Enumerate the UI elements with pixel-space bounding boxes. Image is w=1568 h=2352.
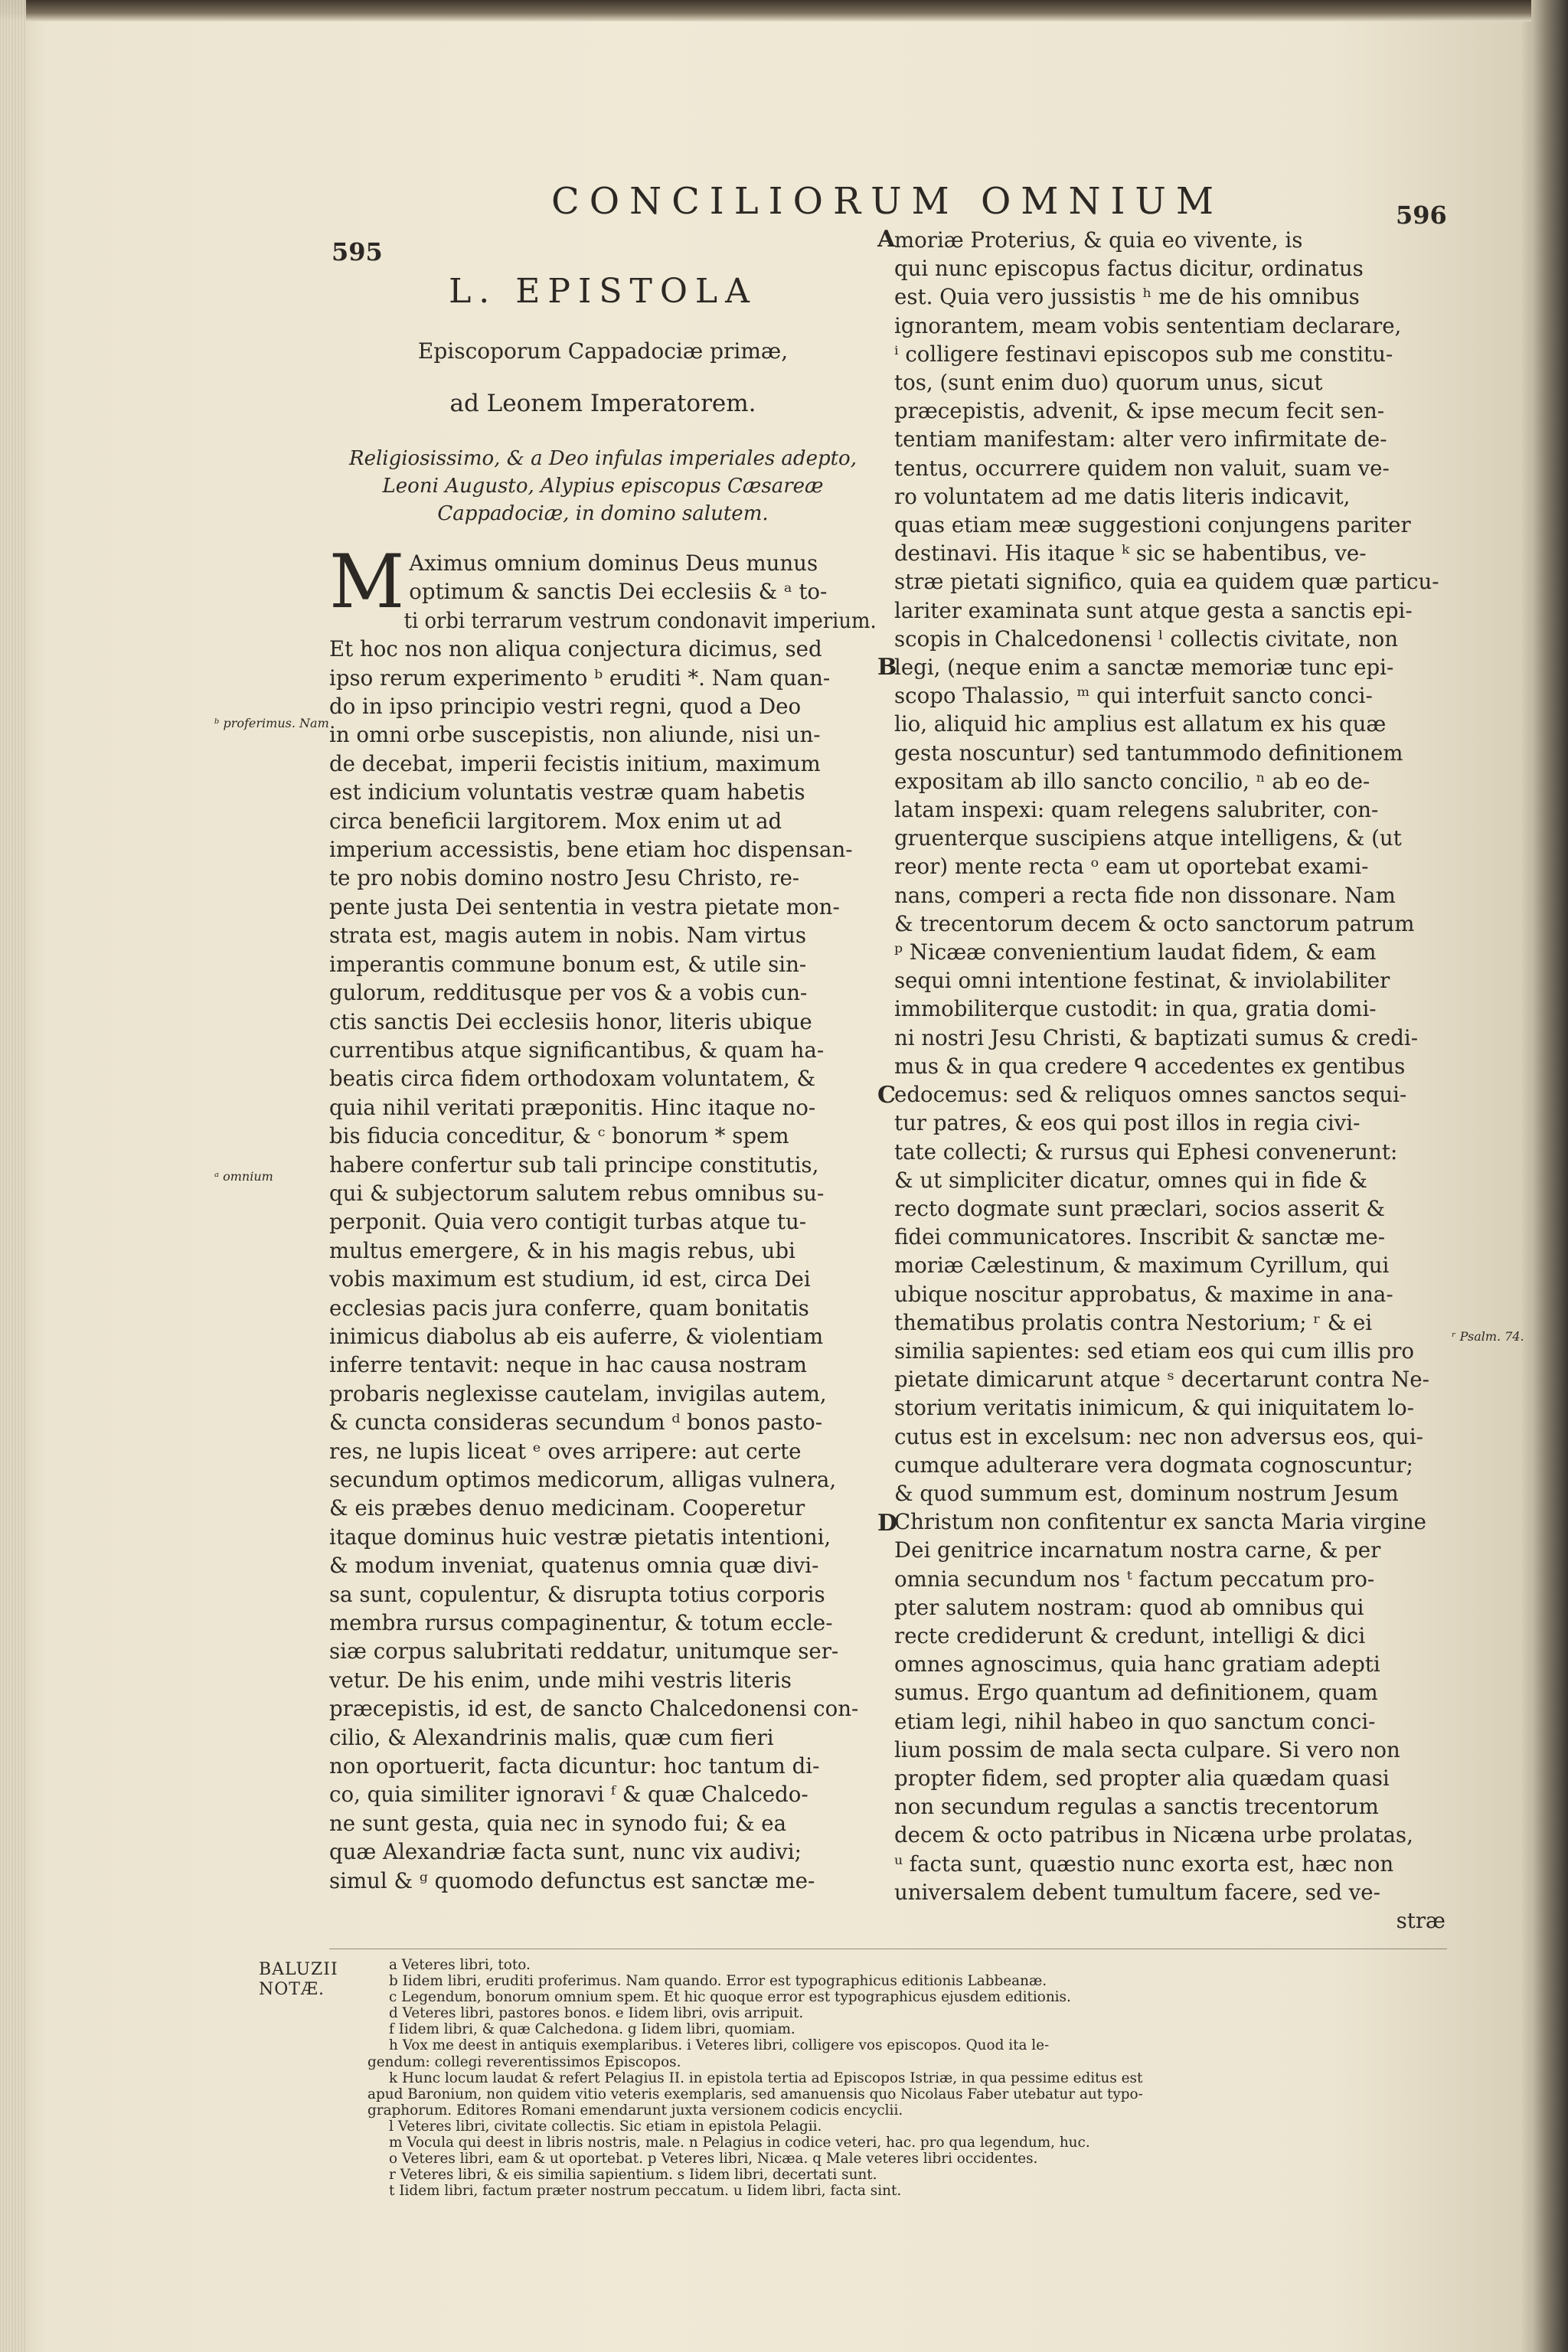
left-column-line: ipso rerum experimento ᵇ eruditi *. Nam quan- <box>329 665 831 691</box>
right-column-line: legi, (neque enim a sanctæ memoriæ tunc epi- <box>894 655 1394 681</box>
left-column-line: te pro nobis domino nostro Jesu Christo, re- <box>329 865 800 891</box>
right-column-line: moriæ Proterius, & quia eo vivente, is <box>894 227 1303 253</box>
left-column-line: sa sunt, copulentur, & disrupta totius corporis <box>329 1581 825 1607</box>
right-column-line: stræ pietati significo, quia ea quidem quæ particu- <box>894 569 1439 595</box>
right-column-line: pietate dimicarunt atque ˢ decertarunt contra Ne- <box>894 1367 1429 1393</box>
left-column-line: ti orbi terrarum vestrum condonavit imperium. <box>403 607 877 633</box>
notes-label-line-2: NOTÆ. <box>259 1980 325 1999</box>
note-line: r Veteres libri, & eis similia sapientium. s Iidem libri, decertati sunt. <box>389 2167 877 2184</box>
right-column-line: lium possim de mala secta culpare. Si vero non <box>894 1736 1400 1762</box>
baluzii-notes <box>368 1957 1462 2199</box>
left-column-line: quia nihil veritati præponitis. Hinc itaque no- <box>329 1094 816 1120</box>
right-column-line: lariter examinata sunt atque gesta a sanctis epi- <box>894 597 1413 623</box>
left-column-line: beatis circa fidem orthodoxam voluntatem, & <box>329 1066 816 1092</box>
left-column-line: strata est, magis autem in nobis. Nam virtus <box>329 923 807 949</box>
left-column-line: circa beneficii largitorem. Mox enim ut ad <box>329 808 782 834</box>
notes-label <box>259 1960 338 2000</box>
page-number-right: 596 <box>1396 201 1447 230</box>
epistle-heading <box>329 272 877 528</box>
epistle-addressee: ad Leonem Imperatorem. <box>449 390 756 417</box>
drop-cap-initial: M <box>329 539 405 625</box>
right-column-line: moriæ Cælestinum, & maximum Cyrillum, qui <box>894 1253 1390 1279</box>
page-number-left: 595 <box>332 237 383 266</box>
left-column-line: & cuncta consideras secundum ᵈ bonos pasto- <box>329 1410 823 1436</box>
left-column-line: inferre tentavit: neque in hac causa nostram <box>329 1352 807 1378</box>
left-column-line: imperantis commune bonum est, & utile sin- <box>329 951 807 977</box>
left-column-line: optimum & sanctis Dei ecclesiis & ᵃ to- <box>409 579 828 605</box>
right-column-line: ni nostri Jesu Christi, & baptizati sumus & credi- <box>894 1024 1419 1050</box>
right-column-line: lio, aliquid hic amplius est allatum ex his quæ <box>894 711 1387 737</box>
left-column-line: ecclesias pacis jura conferre, quam bonitatis <box>329 1295 809 1321</box>
right-column-line: sumus. Ergo quantum ad definitionem, quam <box>894 1680 1378 1706</box>
left-column-line: & modum inveniat, quatenus omnia quæ divi- <box>329 1553 819 1579</box>
left-column-line: bis fiducia conceditur, & ᶜ bonorum * spem <box>329 1123 789 1149</box>
right-column-line: tentiam manifestam: alter vero infirmitate de- <box>894 426 1387 452</box>
right-column-line: sequi omni intentione festinat, & inviolabiliter <box>894 968 1390 994</box>
note-line: t Iidem libri, factum præter nostrum peccatum. u Iidem libri, facta sint. <box>389 2183 902 2200</box>
notes-label-line-1: BALUZII <box>259 1960 338 1979</box>
left-column-line: habere confertur sub tali principe constitutis, <box>329 1152 819 1178</box>
epistle-subtitle: Episcoporum Cappadociæ primæ, <box>417 338 789 364</box>
right-column-line: universalem debent tumultum facere, sed ve- <box>894 1879 1380 1905</box>
right-column-line: cutus est in excelsum: nec non adversus eos, qui- <box>894 1423 1423 1449</box>
right-column-line: fidei communicatores. Inscribit & sanctæ me- <box>894 1224 1386 1250</box>
note-line: h Vox me deest in antiquis exemplaribus. i Veteres libri, colligere vos episcopos. Quod ita le- <box>389 2037 1050 2054</box>
note-line: a Veteres libri, toto. <box>389 1957 531 1973</box>
right-column-line: mus & in qua credere ᑫ accedentes ex gentibus <box>894 1053 1406 1079</box>
left-column-line: co, quia similiter ignoravi ᶠ & quæ Chalcedo- <box>329 1782 808 1808</box>
note-line: k Hunc locum laudat & refert Pelagius II. in epistola tertia ad Episcopos Istriæ, in qua pessime editus est <box>389 2069 1143 2086</box>
right-column-line: tentus, occurrere quidem non valuit, suam ve- <box>894 455 1390 481</box>
right-column-line: qui nunc episcopus factus dicitur, ordinatus <box>894 256 1364 282</box>
left-column-line: secundum optimos medicorum, alligas vulnera, <box>329 1467 837 1492</box>
left-column-line: quæ Alexandriæ facta sunt, nunc vix audivi; <box>329 1839 802 1865</box>
right-column-line: reor) mente recta ᵒ eam ut oportebat exami- <box>894 854 1369 880</box>
right-column-line: ro voluntatem ad me datis literis indicavit, <box>894 483 1351 509</box>
left-column-line: perponit. Quia vero contigit turbas atque tu- <box>329 1209 807 1235</box>
right-column-line: thematibus prolatis contra Nestorium; ʳ & ei <box>894 1309 1373 1335</box>
left-column-line: & eis præbes denuo medicinam. Cooperetur <box>329 1495 805 1521</box>
right-column-line: nans, comperi a recta fide non dissonare. Nam <box>894 882 1396 908</box>
right-column-line: recto dogmate sunt præclari, socios asserit & <box>894 1195 1385 1221</box>
left-column-line: Et hoc nos non aliqua conjectura dicimus, sed <box>329 636 822 662</box>
right-column-line: cumque adulterare vera dogmata cognoscuntur; <box>894 1452 1413 1478</box>
margin-letter-c: C <box>877 1082 896 1109</box>
right-column-line: gesta noscuntur) sed tantummodo definitionem <box>894 740 1403 766</box>
note-line: b Iidem libri, eruditi proferimus. Nam quando. Error est typographicus editionis Labbeanæ. <box>389 1973 1047 1990</box>
right-column-line: non secundum regulas a sanctis trecentorum <box>894 1794 1379 1820</box>
right-column-line: tos, (sunt enim duo) quorum unus, sicut <box>894 370 1323 396</box>
book-spine-shadow <box>1531 0 1568 2352</box>
right-column-line: quas etiam meæ suggestioni conjungens pariter <box>894 512 1411 538</box>
left-column-line: do in ipso principio vestri regni, quod a Deo <box>329 694 802 720</box>
note-line: c Legendum, bonorum omnium spem. Et hic quoque error est typographicus ejusdem editionis. <box>389 1989 1071 2006</box>
left-column-line: est indicium voluntatis vestræ quam habetis <box>329 779 805 805</box>
right-column-line: decem & octo patribus in Nicæna urbe prolatas, <box>894 1822 1413 1848</box>
left-column-line: simul & ᵍ quomodo defunctus est sanctæ me- <box>329 1867 815 1893</box>
right-column <box>894 226 1446 1935</box>
right-column-line: ᵖ Nicææ convenientium laudat fidem, & eam <box>894 939 1377 965</box>
left-column-line: præcepistis, id est, de sancto Chalcedonensi con- <box>329 1696 859 1722</box>
left-column-line: siæ corpus salubritati reddatur, unitumque ser- <box>329 1638 839 1664</box>
right-column-line: & trecentorum decem & octo sanctorum patrum <box>894 910 1415 936</box>
note-line: m Vocula qui deest in libris nostris, male. n Pelagius in codice veteri, hac. pro qua legendum, huc. <box>389 2135 1090 2151</box>
right-column-line: edocemus: sed & reliquos omnes sanctos sequi- <box>894 1082 1407 1108</box>
page-stack-left-edge <box>0 0 26 2352</box>
left-column-line: de decebat, imperii fecistis initium, maximum <box>329 750 821 776</box>
right-column-line: pter salutem nostram: quod ab omnibus qui <box>894 1594 1364 1620</box>
right-column-line: est. Quia vero jussistis ʰ me de his omnibus <box>894 284 1360 310</box>
note-line: l Veteres libri, civitate collectis. Sic etiam in epistola Pelagii. <box>389 2118 822 2135</box>
right-column-line: expositam ab illo sancto concilio, ⁿ ab eo de- <box>894 768 1370 794</box>
left-column-line: currentibus atque significantibus, & quam ha- <box>329 1037 825 1063</box>
right-column-line: destinavi. His itaque ᵏ sic se habentibus, ve- <box>894 541 1367 567</box>
right-column-line: scopis in Chalcedonensi ˡ collectis civitate, non <box>894 626 1399 652</box>
right-column-line: latam inspexi: quam relegens salubriter, con- <box>894 797 1379 823</box>
margin-note-omnium: ᵃ omnium <box>214 1169 273 1184</box>
left-column-line: inimicus diabolus ab eis auferre, & violentiam <box>329 1323 824 1349</box>
right-column-line: immobiliterque custodit: in qua, gratia domi- <box>894 996 1377 1022</box>
right-column-line: omnes agnoscimus, quia hanc gratiam adepti <box>894 1651 1380 1677</box>
note-line: d Veteres libri, pastores bonos. e Iidem libri, ovis arripuit. <box>389 2005 804 2022</box>
right-column-line: præcepistis, advenit, & ipse mecum fecit sen- <box>894 398 1385 424</box>
left-column-text <box>329 539 877 1895</box>
left-column-line: gulorum, redditusque per vos & a vobis cun- <box>329 980 808 1006</box>
margin-note-proferimus: ᵇ proferimus. Nam <box>214 716 329 730</box>
left-column-line: cilio, & Alexandrinis malis, quæ cum fieri <box>329 1724 774 1750</box>
right-column-line: stræ <box>1396 1907 1446 1933</box>
left-column-line: probaris neglexisse cautelam, invigilas autem, <box>329 1380 827 1406</box>
left-column-line: membra rursus compaginentur, & totum eccle- <box>329 1610 833 1636</box>
right-column-text <box>894 226 1446 1935</box>
margin-letter-a: A <box>877 226 896 253</box>
left-column-line: res, ne lupis liceat ᵉ oves arripere: aut certe <box>329 1438 802 1464</box>
right-column-line: gruenterque suscipiens atque intelligens, & (ut <box>894 825 1402 851</box>
left-column-line: Aximus omnium dominus Deus munus <box>409 550 818 576</box>
left-column-line: multus emergere, & in his magis rebus, ubi <box>329 1237 795 1263</box>
right-column-line: ignorantem, meam vobis sententiam declarare, <box>894 312 1402 338</box>
right-column-line: Christum non confitentur ex sancta Maria virgine <box>894 1509 1426 1535</box>
margin-letter-b: B <box>877 654 897 681</box>
right-column-line: tate collecti; & rursus qui Ephesi convenerunt: <box>894 1138 1398 1165</box>
page-top-shadow <box>0 0 1568 21</box>
note-line: apud Baronium, non quidem vitio veteris exemplaris, sed amanuensis quo Nicolaus Faber utebatur aut typo- <box>368 2086 1143 2102</box>
note-line: f Iidem libri, & quæ Calchedona. g Iidem libri, quomiam. <box>389 2021 795 2038</box>
running-header: CONCILIORUM OMNIUM <box>551 180 1224 223</box>
right-column-line: scopo Thalassio, ᵐ qui interfuit sancto conci- <box>894 683 1373 709</box>
left-column <box>329 272 877 1895</box>
right-column-line: tur patres, & eos qui post illos in regia civi- <box>894 1110 1361 1136</box>
right-column-line: storium veritatis inimicum, & qui iniquitatem lo- <box>894 1395 1414 1421</box>
right-column-line: similia sapientes: sed etiam eos qui cum illis pro <box>894 1338 1415 1364</box>
right-column-line: recte crediderunt & credunt, intelligi & dici <box>894 1622 1366 1648</box>
note-line: graphorum. Editores Romani emendarunt juxta versionem codicis encyclii. <box>368 2102 903 2118</box>
margin-note-psalm: ʳ Psalm. 74. <box>1452 1329 1524 1344</box>
right-column-line: omnia secundum nos ᵗ factum peccatum pro- <box>894 1566 1375 1592</box>
right-column-line: & ut simpliciter dicatur, omnes qui in fide & <box>894 1167 1367 1193</box>
left-column-line: ne sunt gesta, quia nec in synodo fui; & ea <box>329 1810 787 1836</box>
left-column-line: vetur. De his enim, unde mihi vestris literis <box>329 1667 792 1693</box>
right-column-line: ᵘ facta sunt, quæstio nunc exorta est, hæc non <box>894 1851 1394 1877</box>
epistle-title: L. EPISTOLA <box>449 272 757 311</box>
right-column-line: & quod summum est, dominum nostrum Jesum <box>894 1480 1399 1506</box>
right-column-line: ⁱ colligere festinavi episcopos sub me constitu- <box>894 341 1393 367</box>
right-column-line: ubique noscitur approbatus, & maxime in ana- <box>894 1281 1393 1307</box>
right-column-line: propter fidem, sed propter alia quædam quasi <box>894 1765 1390 1791</box>
left-column-line: in omni orbe suscepistis, non aliunde, nisi un- <box>329 722 821 748</box>
margin-letter-d: D <box>877 1510 898 1537</box>
left-column-line: itaque dominus huic vestræ pietatis intentioni, <box>329 1524 831 1550</box>
right-column-line: etiam legi, nihil habeo in quo sanctum conci- <box>894 1708 1376 1734</box>
epistle-salutation: Religiosissimo, & a Deo infulas imperiales adepto, Leoni Augusto, Alypius episcopus Cæsareæ Cappadociæ, in domino salutem. <box>349 447 857 525</box>
left-column-line: vobis maximum est studium, id est, circa Dei <box>329 1266 811 1292</box>
note-line: gendum: collegi reverentissimos Episcopos. <box>368 2053 681 2070</box>
right-column-line: Dei genitrice incarnatum nostra carne, & per <box>894 1537 1381 1563</box>
left-column-line: qui & subjectorum salutem rebus omnibus su- <box>329 1180 825 1206</box>
note-line: o Veteres libri, eam & ut oportebat. p Veteres libri, Nicæa. q Male veteres libri occidentes. <box>389 2151 1038 2167</box>
left-column-line: imperium accessistis, bene etiam hoc dispensan- <box>329 837 853 863</box>
left-column-line: ctis sanctis Dei ecclesiis honor, literis ubique <box>329 1008 812 1034</box>
left-column-line: pente justa Dei sententia in vestra pietate mon- <box>329 893 840 920</box>
left-column-line: non oportuerit, facta dicuntur: hoc tantum di- <box>329 1753 820 1779</box>
